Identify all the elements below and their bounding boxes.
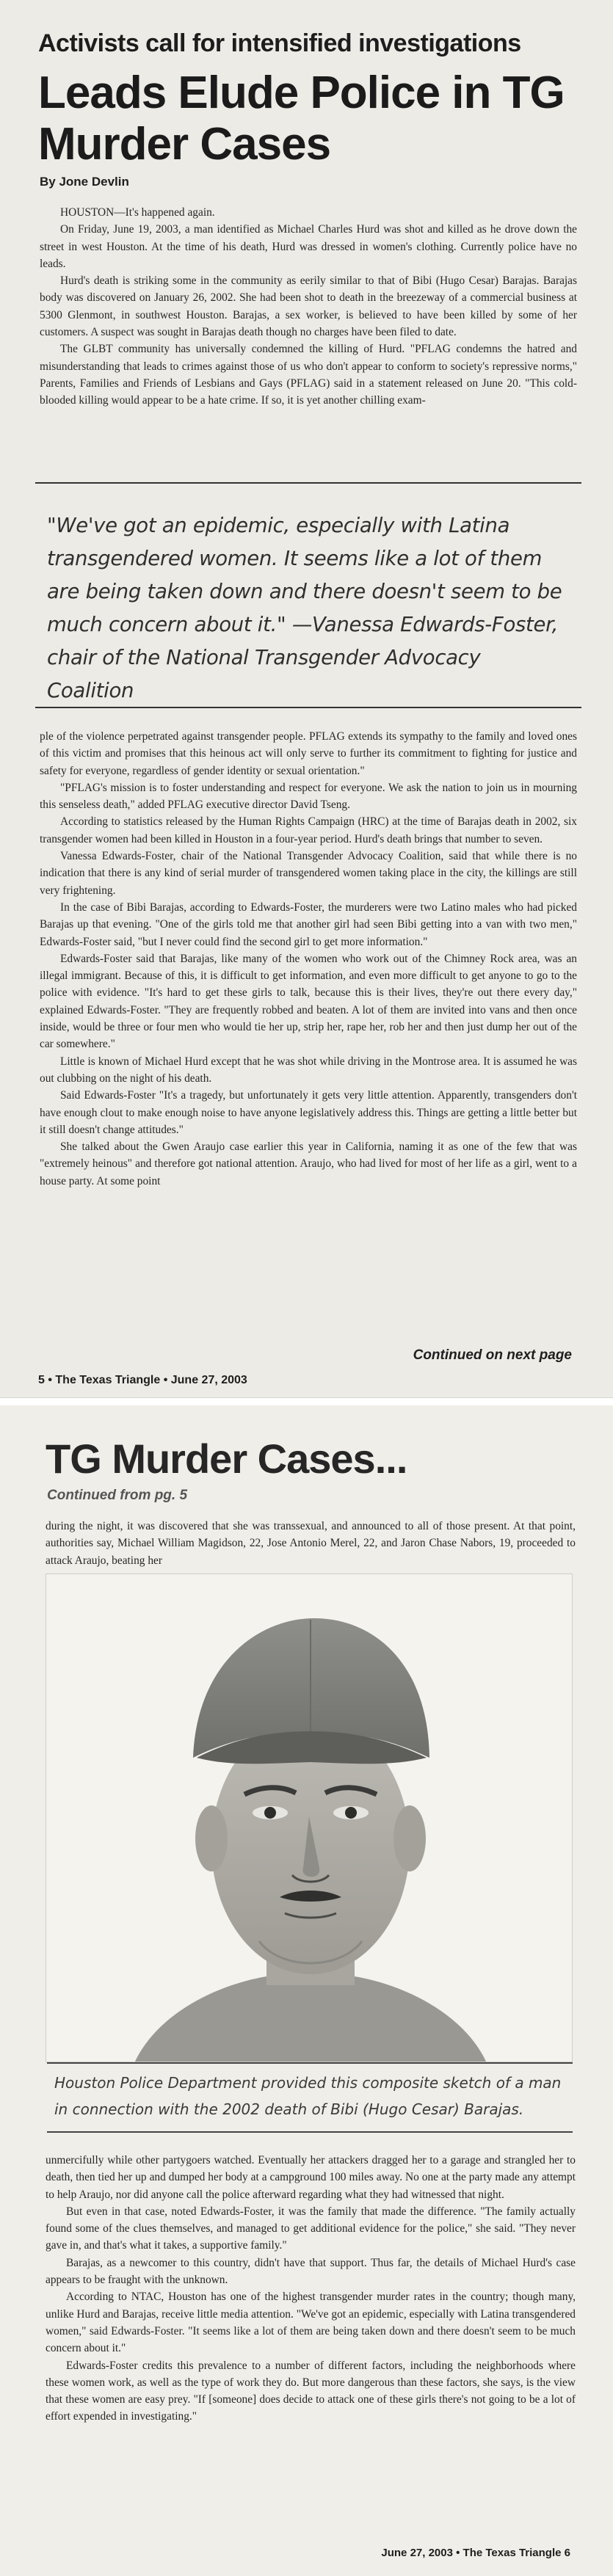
page-footer: 5 • The Texas Triangle • June 27, 2003 bbox=[38, 1374, 247, 1386]
paragraph: Vanessa Edwards-Foster, chair of the National Transgender Advocacy Coalition, said that while there is no indication that there is any kind of serial murder of transgendered women taking place in the city, the killings are still very frightening. bbox=[40, 850, 577, 897]
article-body-top bbox=[40, 204, 577, 410]
paragraph: Little is known of Michael Hurd except that he was shot while driving in the Montrose area. It is assumed he was out clubbing on the night of his death. bbox=[40, 1055, 577, 1085]
paragraph: But even in that case, noted Edwards-Foster, it was the family that made the difference. "The family actually found some of the clues themselves, and managed to get additional evidence for the police," she said. "They never gave in, and that's what it takes, a supportive family." bbox=[46, 2205, 576, 2252]
article-byline: By Jone Devlin bbox=[40, 175, 129, 189]
article-body-bottom bbox=[40, 728, 577, 1190]
paragraph: According to NTAC, Houston has one of the highest transgender murder rates in the country; though many, unlike Hurd and Barajas, receive little media attention. "We've got an epidemic, especially with Latina transgendered women," said Edwards-Foster. "It seems like a lot of them are being taken down and there doesn't seem to be much concern about it." bbox=[46, 2291, 576, 2355]
paragraph: Hurd's death is striking some in the community as eerily similar to that of Bibi (Hugo Cesar) Barajas. Barajas body was discovered on January 26, 2002. She had been shot to death in the breezeway of a commercial business at 5300 Glenmont, in southwest Houston. Barajas, a sex worker, is believed to have been killed by some of her customers. A suspect was sought in Barajas death though no charges have been filed to date. bbox=[40, 274, 577, 339]
continuation-body-top bbox=[46, 1518, 576, 1569]
paragraph: ple of the violence perpetrated against transgender people. PFLAG extends its sympathy to the family and loved ones of this victim and promises that this heinous act will only serve to further its commitment to fighting for justice and safety for everyone, regardless of gender identity or sexual orientation." bbox=[40, 730, 577, 777]
continued-from-note: Continued from pg. 5 bbox=[47, 1488, 188, 1503]
paragraph: "PFLAG's mission is to foster understanding and respect for everyone. We ask the nation to join us in mourning this senseless death," added PFLAG executive director David Tseng. bbox=[40, 781, 577, 812]
article-headline: Leads Elude Police in TG Murder Cases bbox=[38, 68, 565, 170]
continuation-body-bottom bbox=[46, 2152, 576, 2426]
paragraph: In the case of Bibi Barajas, according to Edwards-Foster, the murderers were two Latino males who had picked Barajas up that evening. "One of the girls told me that another girl had seen Bibi getting into a van with two men," Edwards-Foster said, "but I never could find the second girl to get more information." bbox=[40, 900, 577, 948]
paragraph: According to statistics released by the Human Rights Campaign (HRC) at the time of Barajas death in 2002, six transgender women had been killed in Houston in a four-year period. Hurd's death brings that number to seven. bbox=[40, 815, 577, 845]
page-footer: June 27, 2003 • The Texas Triangle 6 bbox=[381, 2547, 570, 2559]
paragraph: She talked about the Gwen Araujo case earlier this year in California, naming it as one of the few that was "extremely heinous" and therefore got national attention. Araujo, who had lived for most of her life as a girl, went to a house party. At some point bbox=[40, 1140, 577, 1187]
pullquote-top-rule bbox=[35, 482, 581, 484]
pullquote-bottom-rule bbox=[35, 707, 581, 708]
paragraph: HOUSTON—It's happened again. bbox=[60, 206, 215, 219]
paragraph: during the night, it was discovered that she was transsexual, and announced to all of those present. At that point, authorities say, Michael William Magidson, 22, Jose Antonio Merel, 22, and Jaron Chase Nabors, 19, proceeded to attack Araujo, beating her bbox=[46, 1520, 576, 1567]
continued-note: Continued on next page bbox=[413, 1347, 572, 1363]
sketch-caption: Houston Police Department provided this composite sketch of a man in connection with the 2002 death of Bibi (Hugo Cesar) Barajas. bbox=[47, 2062, 573, 2133]
paragraph: unmercifully while other partygoers watched. Eventually her attackers dragged her to a garage and strangled her to death, then tied her up and dumped her body at a campground 100 miles away. No one at the party made any attempt to help Araujo, nor did anyone call the police afterward regarding what they had witnessed that night. bbox=[46, 2154, 576, 2201]
continuation-title: TG Murder Cases... bbox=[46, 1436, 407, 1482]
paragraph: Edwards-Foster said that Barajas, like many of the women who work out of the Chimney Rock area, was an illegal immigrant. Because of this, it is difficult to get information, and even more difficult to get anyone to go to the police with evidence. "It's hard to get these girls to talk, because this is their lives, they're out there every day," explained Edwards-Foster. "They are frequently robbed and beaten. A lot of them are invited into vans and then once inside, would be three or four men who would tie her up, strip her, rape her, rob her and then just dump her out of the car somewhere." bbox=[40, 952, 577, 1051]
pull-quote: "We've got an epidemic, especially with Latina transgendered women. It seems like a lot of them are being taken down and there doesn't seem to be much concern about it." —Vanessa Edwards-Foster, chair of the National Transgender Advocacy Coalition bbox=[47, 514, 562, 702]
paragraph: The GLBT community has universally condemned the killing of Hurd. "PFLAG condemns the hatred and misunderstanding that leads to crimes against those of us who don't appear to conform to society's repressive norms," Parents, Families and Friends of Lesbians and Gays (PFLAG) said in a statement released on June 20. "This cold-blooded killing would appear to be a hate crime. If so, it is yet another chilling exam- bbox=[40, 343, 577, 407]
paragraph: Said Edwards-Foster "It's a tragedy, but unfortunately it gets very little attention. Apparently, transgenders don't have enough clout to make enough noise to have anyone legislatively address this. Things are getting a little better but it still doesn't change attitudes." bbox=[40, 1089, 577, 1136]
sketch-drawing bbox=[46, 1574, 573, 2062]
paragraph: On Friday, June 19, 2003, a man identified as Michael Charles Hurd was shot and killed as he drove down the street in west Houston. At the time of his death, Hurd was dressed in women's clothing. Currently police have no leads. bbox=[40, 223, 577, 270]
paragraph: Barajas, as a newcomer to this country, didn't have that support. Thus far, the details of Michael Hurd's case appears to be fraught with the unknown. bbox=[46, 2256, 576, 2287]
paragraph: Edwards-Foster credits this prevalence to a number of different factors, including the neighborhoods where these women work, as well as the type of work they do. But more dangerous than these factors, she says, is the view that these women are easy prey. "If [someone] does decide to attack one of these girls there's not going to be a lot of effort expended in investigating." bbox=[46, 2359, 576, 2423]
article-kicker: Activists call for intensified investigations bbox=[38, 29, 521, 57]
newspaper-page-6 bbox=[0, 1405, 613, 2576]
composite-sketch-image bbox=[46, 1573, 573, 2062]
